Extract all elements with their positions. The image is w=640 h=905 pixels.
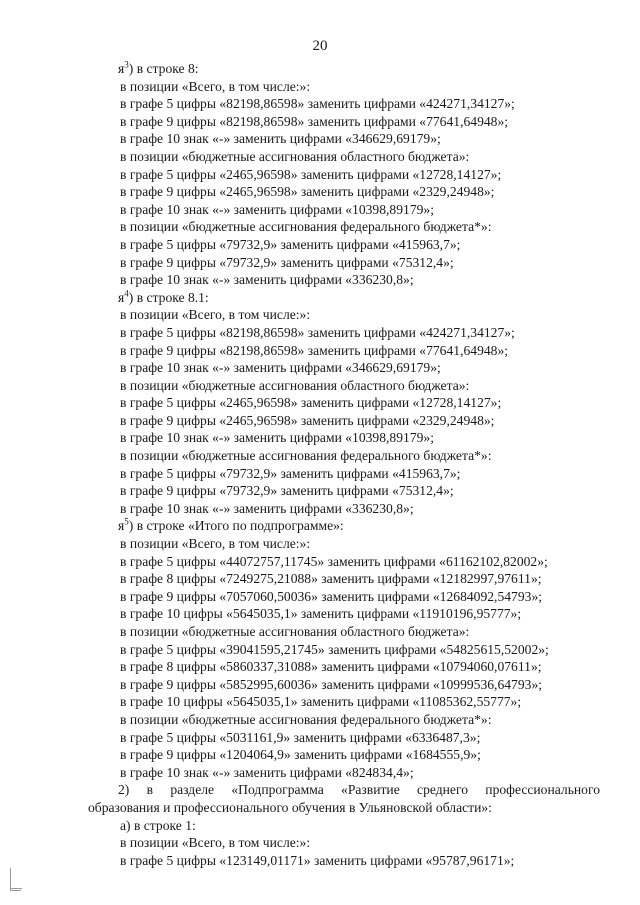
amendment-line: в графе 9 цифры «82198,86598» заменить цифрами «77641,64948»; xyxy=(120,113,509,129)
amendment-line: в графе 10 знак «-» заменить цифрами «346629,69179»; xyxy=(120,131,441,147)
amendment-line: в графе 10 знак «-» заменить цифрами «336230,8»; xyxy=(120,272,414,288)
amendment-line: в графе 5 цифры «44072757,11745» заменить цифрами «61162102,82002»; xyxy=(120,553,548,569)
scan-edge-mark-bottom xyxy=(10,888,22,889)
amendment-line: в графе 9 цифры «7057060,50036» заменить цифрами «12684092,54793»; xyxy=(120,588,543,604)
amendment-line: в графе 9 цифры «79732,9» заменить цифрами «75312,4»; xyxy=(120,483,454,499)
amendment-line: в графе 9 цифры «79732,9» заменить цифрами «75312,4»; xyxy=(120,254,454,270)
subsection-marker: я xyxy=(118,61,125,76)
amendment-line: в графе 9 цифры «2465,96598» заменить цифрами «2329,24948»; xyxy=(120,184,495,200)
amendment-line: в позиции «бюджетные ассигнования областного бюджета»: xyxy=(120,377,470,393)
section-2-amendments xyxy=(88,817,600,870)
amendment-line: в графе 8 цифры «5860337,31088» заменить цифрами «10794060,07611»; xyxy=(120,659,542,675)
amendment-line: в позиции «бюджетные ассигнования областного бюджета»: xyxy=(120,624,470,639)
section-2-heading-line-1: 2) в разделе «Подпрограмма «Развитие среднего профессионального xyxy=(118,782,600,798)
amendment-line: в графе 10 знак «-» заменить цифрами «336230,8»; xyxy=(120,500,414,516)
amendment-line: в графе 5 цифры «79732,9» заменить цифрами «415963,7»; xyxy=(120,236,461,252)
amendment-line: в графе 5 цифры «123149,01171» заменить цифрами «95787,96171»; xyxy=(120,852,515,868)
amendment-line: в позиции «Всего, в том числе:»: xyxy=(120,78,311,94)
amendment-line: в графе 9 цифры «82198,86598» заменить цифрами «77641,64948»; xyxy=(120,342,509,358)
amendment-line: в графе 9 цифры «5852995,60036» заменить цифрами «10999536,64793»; xyxy=(120,676,543,692)
amendment-line: в графе 5 цифры «39041595,21745» заменить цифрами «54825615,52002»; xyxy=(120,641,549,657)
subsection-marker-superscript: 5 xyxy=(124,516,129,527)
amendment-list xyxy=(88,60,600,781)
amendment-line: в графе 5 цифры «79732,9» заменить цифрами «415963,7»; xyxy=(120,465,461,481)
subsection-heading xyxy=(118,517,600,535)
amendment-line: в графе 5 цифры «2465,96598» заменить цифрами «12728,14127»; xyxy=(120,166,502,182)
page-number: 20 xyxy=(312,38,328,54)
subsection-marker-superscript: 3 xyxy=(124,59,129,70)
amendment-line: в позиции «Всего, в том числе:»: xyxy=(120,536,311,552)
amendment-line: а) в строке 1: xyxy=(120,817,196,833)
amendment-line: в графе 8 цифры «7249275,21088» заменить цифрами «12182997,97611»; xyxy=(120,571,542,587)
amendment-line: в позиции «бюджетные ассигнования федерального бюджета*»: xyxy=(120,711,492,727)
amendment-line: в графе 5 цифры «82198,86598» заменить цифрами «424271,34127»; xyxy=(120,96,515,112)
amendment-line: в графе 5 цифры «82198,86598» заменить цифрами «424271,34127»; xyxy=(120,324,515,340)
amendment-line: в графе 9 цифры «2465,96598» заменить цифрами «2329,24948»; xyxy=(120,412,495,428)
amendment-line: в графе 9 цифры «1204064,9» заменить цифрами «1684555,9»; xyxy=(120,747,481,763)
subsection-marker: я xyxy=(118,289,125,305)
document-body xyxy=(88,60,600,869)
amendment-line: в позиции «бюджетные ассигнования федерального бюджета*»: xyxy=(120,219,492,235)
amendment-line: в графе 10 цифры «5645035,1» заменить цифрами «11910196,95777»; xyxy=(120,606,522,622)
subsection-heading-text: ) в строке 8.1: xyxy=(128,289,209,305)
amendment-line: в графе 10 знак «-» заменить цифрами «346629,69179»; xyxy=(120,360,441,376)
amendment-line: в графе 10 цифры «5645035,1» заменить цифрами «11085362,55777»; xyxy=(120,694,522,710)
section-2-heading-line-2: образования и профессионального обучения в Ульяновской области»: xyxy=(88,799,492,815)
amendment-line: в графе 5 цифры «5031161,9» заменить цифрами «6336487,3»; xyxy=(120,729,481,745)
amendment-line: в графе 10 знак «-» заменить цифрами «10398,89179»; xyxy=(120,430,434,446)
subsection-marker: я xyxy=(118,518,125,534)
subsection-marker-superscript: 4 xyxy=(124,288,129,299)
subsection-heading-text: ) в строке «Итого по подпрограмме»: xyxy=(128,518,344,534)
amendment-line: в графе 10 знак «-» заменить цифрами «10398,89179»; xyxy=(120,201,434,217)
amendment-line: в графе 10 знак «-» заменить цифрами «824834,4»; xyxy=(120,764,414,780)
amendment-line: в позиции «Всего, в том числе:»: xyxy=(120,307,311,323)
subsection-heading xyxy=(118,289,600,307)
amendment-line: в позиции «Всего, в том числе:»: xyxy=(120,835,311,851)
subsection-heading-text: ) в строке 8: xyxy=(128,61,199,76)
amendment-line: в позиции «бюджетные ассигнования областного бюджета»: xyxy=(120,148,470,164)
amendment-line: в графе 5 цифры «2465,96598» заменить цифрами «12728,14127»; xyxy=(120,395,502,411)
amendment-line: в позиции «бюджетные ассигнования федерального бюджета*»: xyxy=(120,448,492,464)
subsection-heading xyxy=(118,60,600,78)
